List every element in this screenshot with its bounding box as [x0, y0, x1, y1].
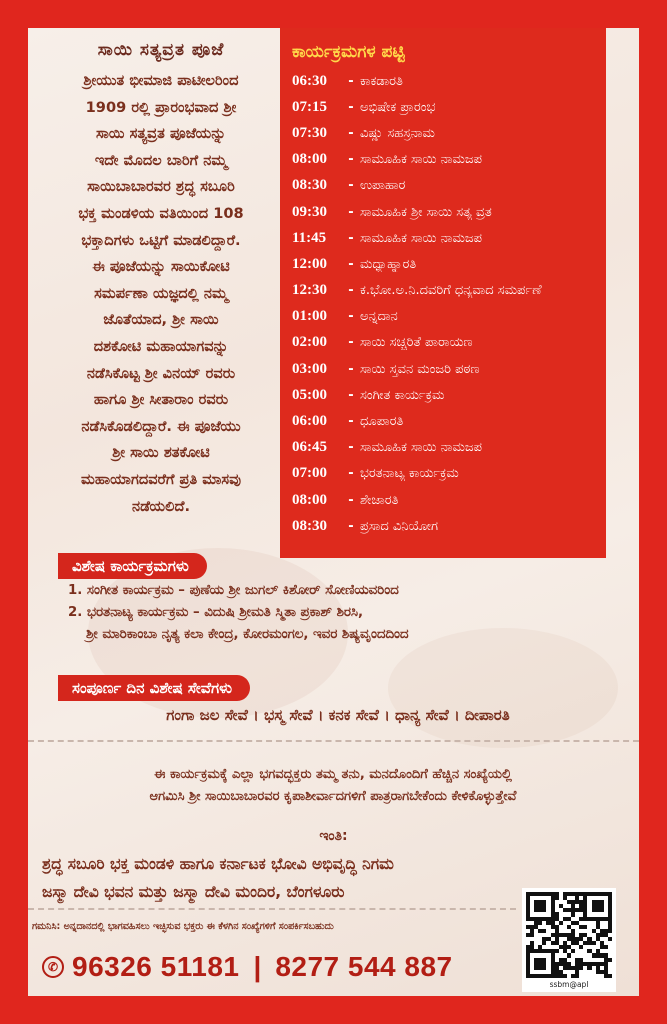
full-day-sevas: ಗಂಗಾ ಜಲ ಸೇವೆ । ಭಸ್ಮ ಸೇವೆ । ಕನಕ ಸೇವೆ । ಧಾನ್ಯ ಸೇವೆ । ದೀಪಾರತಿ: [166, 706, 510, 724]
section-divider: [28, 740, 639, 742]
pooja-line: ನಡೆಸಿಕೊಟ್ಟ ಶ್ರೀ ವಿನಯ್ ರವರು: [86, 364, 236, 382]
schedule-time: 09:30: [292, 203, 327, 220]
pooja-line: ನಡೆಸಿಕೊಡಲಿದ್ದಾರೆ. ಈ ಪೂಜೆಯು: [81, 417, 241, 435]
pooja-description: [36, 40, 286, 520]
schedule-title: ಕಾರ್ಯಕ್ರಮಗಳ ಪಟ್ಟಿ: [292, 42, 405, 62]
schedule-event: ಭರತನಾಟ್ಯ ಕಾರ್ಯಕ್ರಮ: [360, 466, 459, 482]
schedule-time: 07:15: [292, 98, 327, 115]
schedule-event: ಪ್ರಸಾದ ವಿನಿಯೋಗ: [360, 518, 439, 534]
special-program-item-cont: ಶ್ರೀ ಮಾರಿಕಾಂಬಾ ನೃತ್ಯ ಕಲಾ ಕೇಂದ್ರ, ಕೋರಮಂಗಲ, ಇವರ ಶಿಷ್ಯವೃಂದದಿಂದ: [86, 627, 409, 642]
schedule-event: ಸಾಮೂಹಿಕ ಸಾಯಿ ನಾಮಜಪ: [360, 230, 482, 246]
schedule-row: [292, 304, 596, 330]
schedule-time: 08:30: [292, 177, 327, 194]
pooja-line: ಸಾಯಿಬಾಬಾರವರ ಶ್ರದ್ಧ ಸಬೂರಿ: [87, 178, 235, 196]
pooja-line: ಸಾಯಿ ಸತ್ಯವ್ರತ ಪೂಜೆಯನ್ನು: [96, 125, 226, 143]
schedule-event: ಸಾಯಿ ಸಚ್ಚರಿತೆ ಪಾರಾಯಣ: [360, 335, 473, 351]
schedule-row: [292, 513, 596, 539]
schedule-row: [292, 147, 596, 173]
schedule-event: ಧೂಪಾರತಿ: [360, 414, 404, 430]
pooja-line: ಸಮರ್ಪಣಾ ಯಜ್ಞದಲ್ಲಿ ನಮ್ಮ: [94, 284, 228, 302]
pooja-line: ಇದೇ ಮೊದಲ ಬಾರಿಗೆ ನಮ್ಮ: [94, 151, 228, 169]
schedule-dash: -: [348, 230, 354, 246]
schedule-dash: -: [348, 256, 354, 272]
pooja-line: ನಡೆಯಲಿದೆ.: [131, 497, 190, 515]
pooja-line: ಜೊತೆಯಾದ, ಶ್ರೀ ಸಾಯಿ: [103, 311, 219, 329]
schedule-event: ಸಾಮೂಹಿಕ ಸಾಯಿ ನಾಮಜಪ: [360, 440, 482, 456]
schedule-time: 03:00: [292, 360, 327, 377]
schedule-row: [292, 487, 596, 513]
upi-qr-code[interactable]: [522, 888, 616, 992]
qr-code-icon: [526, 892, 612, 978]
schedule-event: ಅನ್ನದಾನ: [360, 309, 398, 325]
schedule-row: [292, 382, 596, 408]
schedule-event: ಸಾಮೂಹಿಕ ಶ್ರೀ ಸಾಯಿ ಸತ್ಯ ವ್ರತ: [360, 204, 492, 220]
sign-off: ಇಂತಿ:: [319, 828, 348, 844]
schedule-time: 06:00: [292, 413, 327, 430]
schedule-row: [292, 68, 596, 94]
special-program-item: 2. ಭರತನಾಟ್ಯ ಕಾರ್ಯಕ್ರಮ – ವಿದುಷಿ ಶ್ರೀಮತಿ ಸ್ಮಿತಾ ಪ್ರಕಾಶ್ ಶಿರಸಿ,: [68, 605, 364, 620]
schedule-row: [292, 461, 596, 487]
schedule-row: [292, 199, 596, 225]
schedule-event: ಶೇಜಾರತಿ: [360, 492, 399, 508]
qr-label: ssbm@apl: [549, 980, 589, 989]
organizer-line: ಶ್ರದ್ಧ ಸಬೂರಿ ಭಕ್ತ ಮಂಡಳಿ ಹಾಗೂ ಕರ್ನಾಟಕ ಭೋವಿ ಅಭಿವೃದ್ಧಿ ನಿಗಮ: [42, 855, 394, 873]
pooja-line: ಮಹಾಯಾಗದವರೆಗೆ ಪ್ರತಿ ಮಾಸವು: [81, 470, 241, 488]
phone-icon: ✆: [42, 956, 64, 978]
pooja-body: [36, 68, 286, 520]
note-divider: [28, 908, 516, 910]
invitation-text: [38, 764, 628, 808]
poster-paper: [28, 28, 639, 996]
pooja-line: ಶ್ರೀಯುತ ಭೀಮಾಜಿ ಪಾಟೀಲರಿಂದ: [83, 72, 239, 89]
pooja-line: ಹಾಗೂ ಶ್ರೀ ಸೀತಾರಾಂ ರವರು: [93, 391, 229, 409]
schedule-time: 11:45: [292, 229, 327, 246]
schedule-time: 07:30: [292, 124, 327, 141]
schedule-event: ವಿಷ್ಣು ಸಹಸ್ರನಾಮ: [360, 125, 435, 141]
invitation-line: ಈ ಕಾರ್ಯಕ್ರಮಕ್ಕೆ ಎಲ್ಲಾ ಭಗವದ್ಭಕ್ತರು ತಮ್ಮ ತನು, ಮನದೊಂದಿಗೆ ಹೆಚ್ಚಿನ ಸಂಖ್ಯೆಯಲ್ಲಿ: [154, 767, 512, 782]
schedule-row: [292, 435, 596, 461]
contact-numbers: [42, 951, 453, 983]
schedule-time: 07:00: [292, 465, 327, 482]
organizers: [42, 850, 522, 906]
schedule-event: ಮಧ್ಯಾಹ್ನಾರತಿ: [360, 256, 417, 272]
schedule-row: [292, 173, 596, 199]
schedule-event: ಉಪಾಹಾರ: [360, 178, 406, 194]
schedule-event: ಸಾಮೂಹಿಕ ಸಾಯಿ ನಾಮಜಪ: [360, 152, 482, 168]
schedule-time: 08:00: [292, 491, 327, 508]
schedule-dash: -: [348, 283, 354, 299]
organizer-line: ಜಸ್ಮಾ ದೇವಿ ಭವನ ಮತ್ತು ಜಸ್ಮಾ ದೇವಿ ಮಂದಿರ, ಬೆಂಗಳೂರು: [42, 883, 345, 901]
schedule-dash: -: [348, 387, 354, 403]
schedule-dash: -: [348, 466, 354, 482]
schedule-dash: -: [348, 335, 354, 351]
schedule-dash: -: [348, 440, 354, 456]
schedule-dash: -: [348, 518, 354, 534]
phone-separator: |: [253, 951, 262, 982]
schedule-row: [292, 251, 596, 277]
schedule-row: [292, 120, 596, 146]
schedule-event: ಸಂಗೀತ ಕಾರ್ಯಕ್ರಮ: [360, 387, 445, 403]
invitation-line: ಆಗಮಿಸಿ ಶ್ರೀ ಸಾಯಿಬಾಬಾರವರ ಕೃಪಾಶೀರ್ವಾದಗಳಿಗೆ ಪಾತ್ರರಾಗಬೇಕೆಂದು ಕೇಳಿಕೊಳ್ಳುತ್ತೇವೆ: [149, 789, 517, 804]
schedule-time: 08:00: [292, 151, 327, 168]
schedule-dash: -: [348, 99, 354, 115]
pooja-line: ಭಕ್ತ ಮಂಡಳಿಯ ವತಿಯಿಂದ 108: [78, 204, 244, 222]
annadana-note: ಗಮನಿಸಿ: ಅನ್ನದಾನದಲ್ಲಿ ಭಾಗವಹಿಸಲು ಇಚ್ಛಿಸುವ ಭಕ್ತರು ಈ ಕೆಳಗಿನ ಸಂಖ್ಯೆಗಳಿಗೆ ಸಂಪರ್ಕಿಸಬಹುದು: [32, 921, 334, 932]
schedule-event: ಕಾಕಡಾರತಿ: [360, 73, 403, 89]
schedule-row: [292, 408, 596, 434]
schedule-time: 12:30: [292, 282, 327, 299]
schedule-row: [292, 94, 596, 120]
schedule-panel: [280, 28, 606, 558]
pooja-line: ಶ್ರೀ ಸಾಯಿ ಶತಕೋಟಿ: [112, 444, 210, 462]
schedule-event: ಸಾಯಿ ಸ್ತವನ ಮಂಜರಿ ಪಠಣ: [360, 361, 480, 377]
schedule-dash: -: [348, 492, 354, 508]
pooja-line: ದಶಕೋಟಿ ಮಹಾಯಾಗವನ್ನು: [93, 337, 229, 355]
schedule-time: 02:00: [292, 334, 327, 351]
schedule-dash: -: [348, 178, 354, 194]
schedule-time: 12:00: [292, 255, 327, 272]
schedule-time: 05:00: [292, 386, 327, 403]
special-program-item: 1. ಸಂಗೀತ ಕಾರ್ಯಕ್ರಮ – ಪುಣೆಯ ಶ್ರೀ ಜುಗಲ್ ಕಿಶೋರ್ ಸೋಣಿಯವರಿಂದ: [68, 583, 399, 598]
schedule-dash: -: [348, 361, 354, 377]
special-programs-list: [68, 580, 628, 646]
schedule-row: [292, 278, 596, 304]
phone-number-1[interactable]: 96326 51181: [72, 951, 240, 982]
schedule-list: [292, 68, 596, 539]
schedule-dash: -: [348, 309, 354, 325]
phone-number-2[interactable]: 8277 544 887: [275, 951, 453, 982]
schedule-row: [292, 330, 596, 356]
schedule-time: 06:45: [292, 439, 327, 456]
schedule-dash: -: [348, 125, 354, 141]
pooja-title: ಸಾಯಿ ಸತ್ಯವ್ರತ ಪೂಜೆ: [97, 40, 225, 60]
schedule-dash: -: [348, 152, 354, 168]
schedule-event: ಕ.ಭೋ.ಅ.ನಿ.ದವರಿಗೆ ಧನ್ಯವಾದ ಸಮರ್ಪಣೆ: [360, 283, 542, 299]
schedule-time: 06:30: [292, 72, 327, 89]
pooja-line: ಭಕ್ತಾದಿಗಳು ಒಟ್ಟಿಗೆ ಮಾಡಲಿದ್ದಾರೆ.: [81, 231, 241, 249]
schedule-dash: -: [348, 204, 354, 220]
schedule-dash: -: [348, 414, 354, 430]
full-day-sevas-heading: ಸಂಪೂರ್ಣ ದಿನ ವಿಶೇಷ ಸೇವೆಗಳು: [58, 675, 250, 701]
schedule-row: [292, 356, 596, 382]
pooja-line: 1909 ರಲ್ಲಿ ಪ್ರಾರಂಭವಾದ ಶ್ರೀ: [85, 98, 237, 116]
schedule-time: 08:30: [292, 517, 327, 534]
schedule-event: ಅಭಿಷೇಕ ಪ್ರಾರಂಭ: [360, 99, 436, 115]
schedule-dash: -: [348, 73, 354, 89]
schedule-time: 01:00: [292, 308, 327, 325]
schedule-row: [292, 225, 596, 251]
special-programs-heading: ವಿಶೇಷ ಕಾರ್ಯಕ್ರಮಗಳು: [58, 553, 207, 579]
pooja-line: ಈ ಪೂಜೆಯನ್ನು ಸಾಯಿಕೋಟಿ: [92, 258, 230, 276]
